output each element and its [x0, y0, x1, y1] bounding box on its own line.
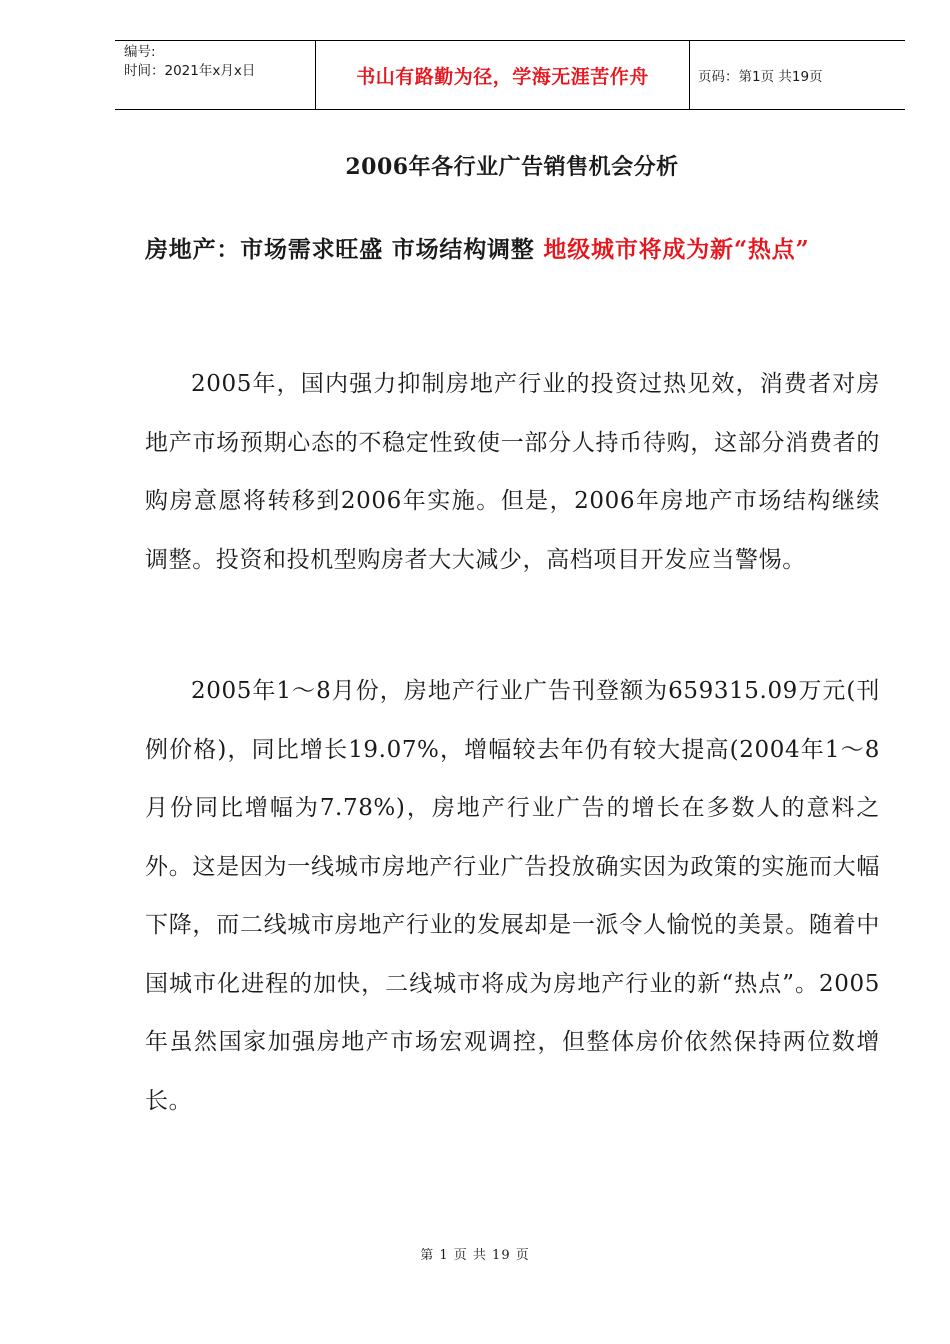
section-heading: [145, 222, 880, 278]
document-title: 2006年各行业广告销售机会分析: [345, 154, 679, 180]
body-paragraph: 2005年，国内强力抑制房地产行业的投资过热见效，消费者对房地产市场预期心态的不稳定性致使一部分人持币待购，这部分消费者的购房意愿将转移到2006年实施。但是，2006年房地产市场结构继续调整。投资和投机型购房者大大减少，高档项目开发应当警惕。: [145, 371, 880, 573]
page-header: [115, 40, 905, 110]
header-motto: 书山有路勤为径，学海无涯苦作舟: [316, 41, 690, 109]
document-number-label: 编号:: [124, 44, 156, 60]
section-heading-prefix: 房地产：市场需求旺盛 市场结构调整: [145, 236, 544, 263]
page-footer: 第 1 页 共 19 页: [420, 1248, 530, 1263]
section-heading-highlight: 地级城市将成为新“热点”: [543, 236, 810, 263]
body-paragraph: 2005年1～8月份，房地产行业广告刊登额为659315.09万元(刊例价格)，同比增长19.07%，增幅较去年仍有较大提高(2004年1～8月份同比增幅为7.78%)，房地产行业广告的增长在多数人的意料之外。这是因为一线城市房地产行业广告投放确实因为政策的实施而大幅下降，而二线城市房地产行业的发展却是一派令人愉悦的美景。随着中国城市化进程的加快，二线城市将成为房地产行业的新“热点”。2005年虽然国家加强房地产市场宏观调控，但整体房价依然保持两位数增长。: [145, 678, 880, 1114]
header-meta-cell: [115, 41, 316, 109]
document-time-label: 时间：2021年x月x日: [124, 63, 256, 79]
header-page-label: 页码：第1页 共19页: [698, 69, 823, 85]
